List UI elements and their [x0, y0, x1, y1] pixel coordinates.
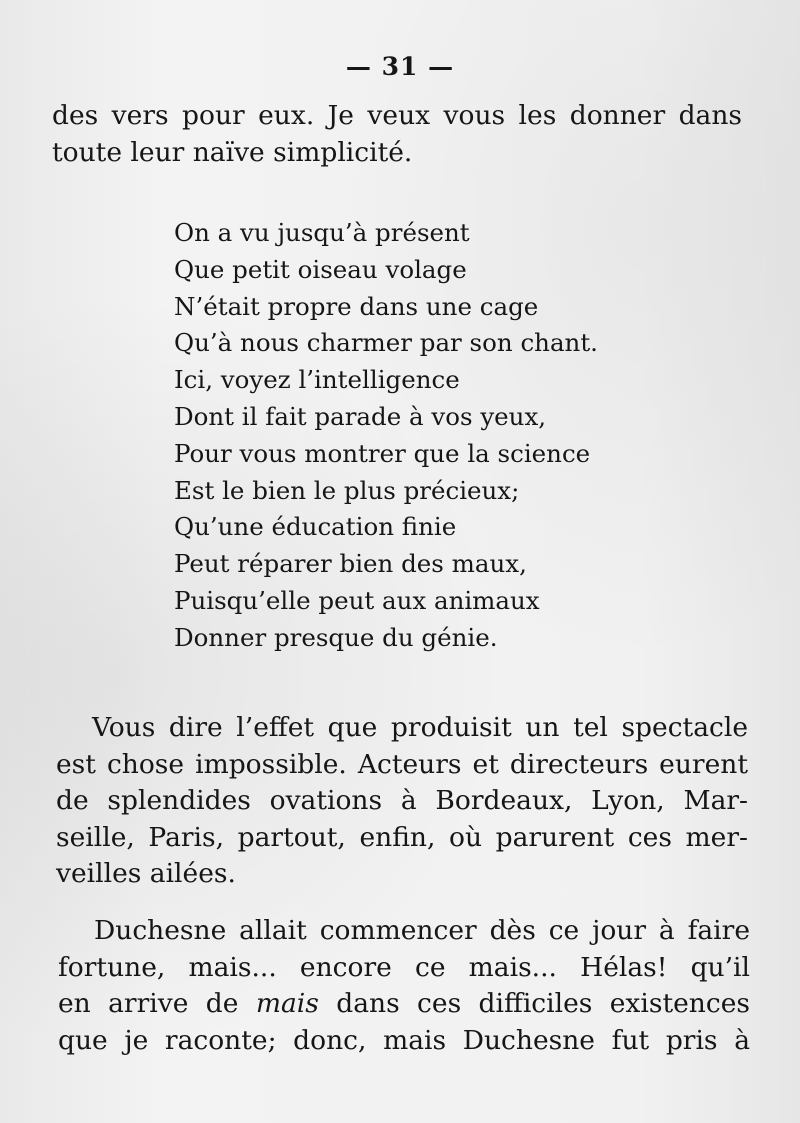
emphasized-word: mais — [255, 988, 319, 1020]
poem-line: On a vu jusqu’à présent — [174, 218, 470, 247]
paragraph-intro — [52, 98, 742, 171]
poem-line: Qu’à nous charmer par son chant. — [174, 328, 598, 358]
text-fragment: dans ces difficiles existences — [336, 988, 750, 1020]
poem-line: Qu’une éducation finie — [174, 512, 457, 542]
text-line: seille, Paris, partout, enfin, où parurent ces mer- — [56, 821, 748, 853]
poem-line: Pour vous montrer que la science — [174, 438, 591, 468]
poem-line: Donner presque du génie. — [174, 622, 498, 652]
text-line: des vers pour eux. Je veux vous les donner dans — [52, 100, 742, 131]
text-line: de splendides ovations à Bordeaux, Lyon, Mar- — [56, 785, 748, 817]
text-line-with-emphasis — [58, 986, 750, 1023]
poem-line: Que petit oiseau volage — [174, 254, 467, 284]
text-line: toute leur naïve simplicité. — [52, 136, 413, 168]
text-fragment: en arrive de — [58, 988, 239, 1020]
paragraph-spectacle — [56, 710, 748, 893]
text-line: Duchesne allait commencer dès ce jour à faire — [94, 915, 750, 946]
text-line: fortune, mais... encore ce mais... Hélas! qu’il — [58, 951, 750, 983]
page-number: — 31 — — [345, 52, 455, 81]
text-line: Vous dire l’effet que produisit un tel spectacle — [92, 712, 748, 743]
poem-line: Peut réparer bien des maux, — [174, 549, 527, 579]
poem-line: Est le bien le plus précieux; — [174, 475, 520, 505]
text-line: est chose impossible. Acteurs et directeurs eurent — [56, 748, 748, 780]
text-line: que je raconte; donc, mais Duchesne fut pris à — [58, 1024, 750, 1056]
poem — [174, 215, 598, 657]
paragraph-duchesne — [58, 913, 750, 1059]
poem-line: N’était propre dans une cage — [174, 291, 539, 321]
poem-line: Puisqu’elle peut aux animaux — [174, 585, 540, 615]
text-line: veilles ailées. — [56, 858, 236, 890]
poem-line: Ici, voyez l’intelligence — [174, 365, 460, 395]
poem-line: Dont il fait parade à vos yeux, — [174, 401, 547, 431]
